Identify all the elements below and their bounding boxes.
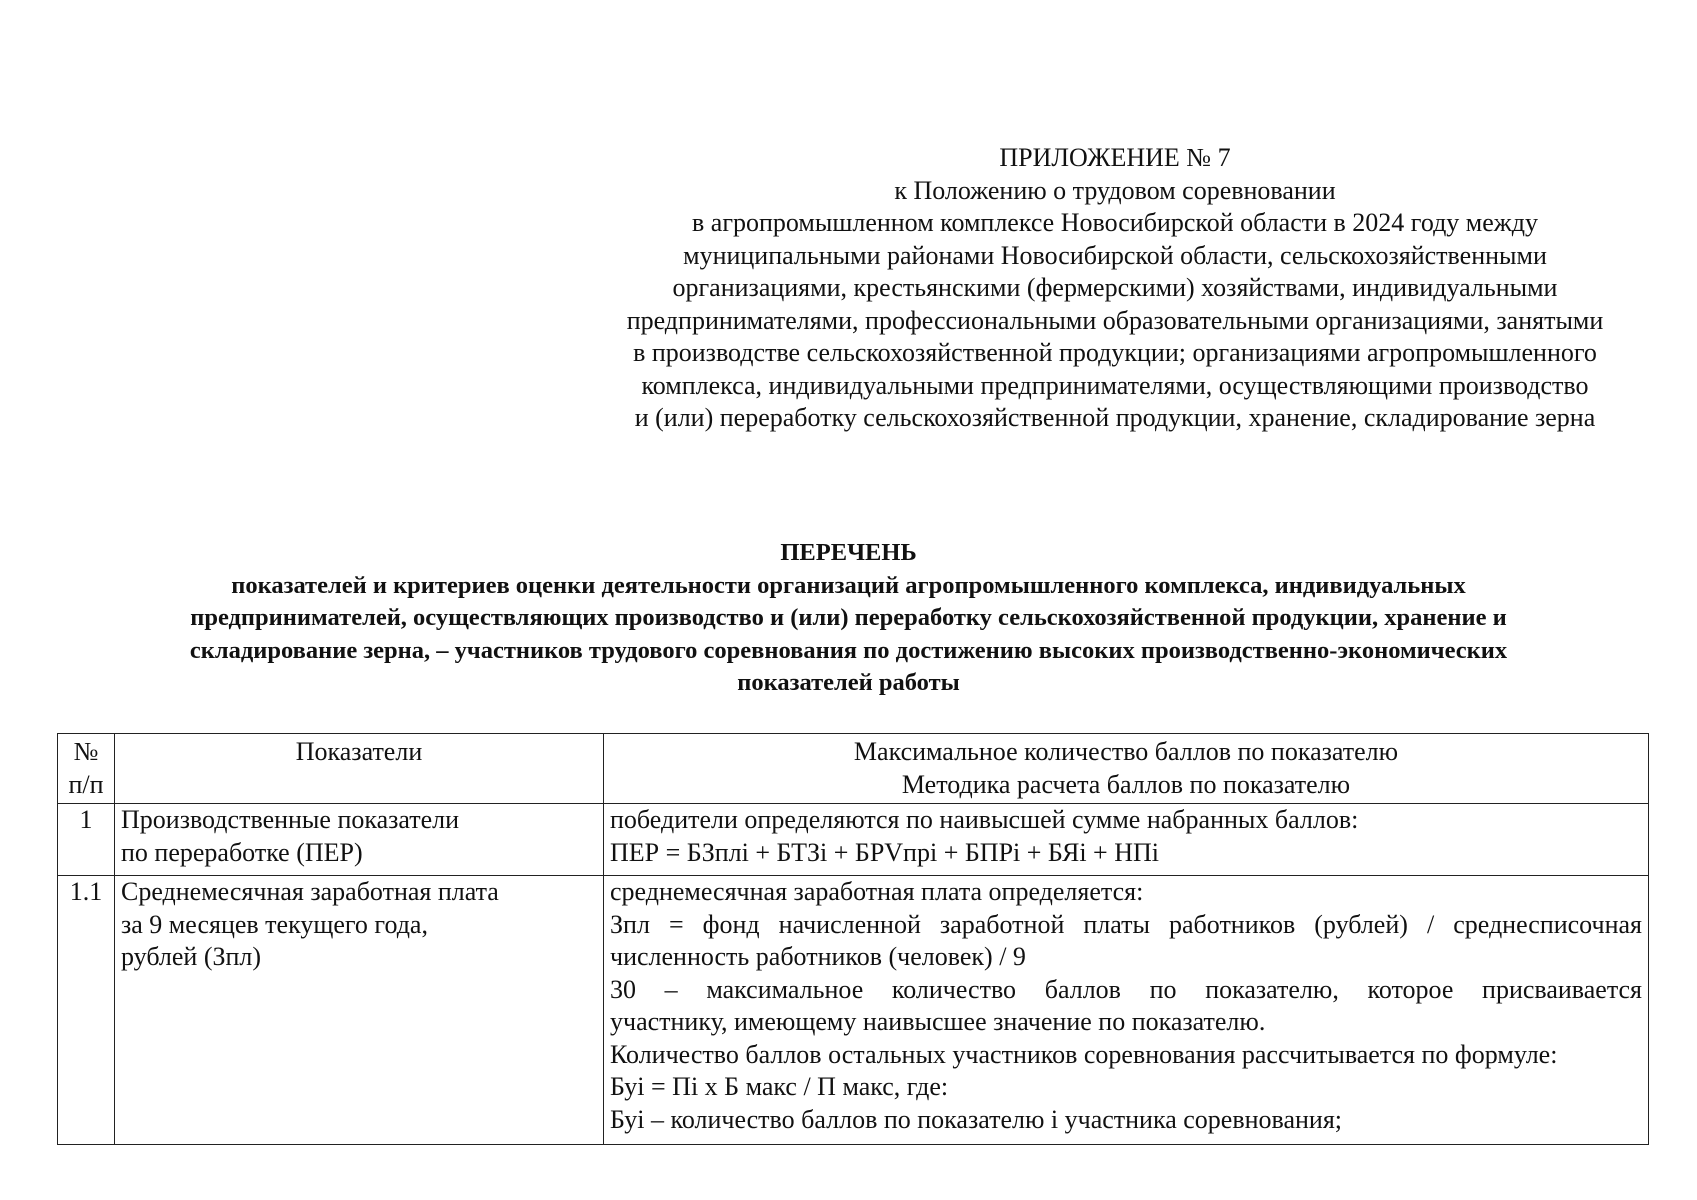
- criteria-table: [57, 733, 1649, 1145]
- appendix-block: [578, 142, 1652, 435]
- appendix-line: предпринимателями, профессиональными образовательными организациями, занятыми: [626, 305, 1604, 335]
- header-method: Максимальное количество баллов по показателю Методика расчета баллов по показателю: [604, 734, 1649, 804]
- row-method: победители определяются по наивысшей сумме набранных баллов: ПЕР = БЗплi + БТЗi + БРVпрi + БПРi + БЯi + НПi: [604, 804, 1649, 876]
- heading-line: показателей и критериев оценки деятельности организаций агропромышленного комплекса, индивидуальных: [231, 571, 1466, 599]
- header-indicators: Показатели: [115, 734, 604, 804]
- appendix-line: организациями, крестьянскими (фермерскими) хозяйствами, индивидуальными: [672, 273, 1558, 302]
- row-number: 1: [58, 804, 115, 876]
- row-indicator: Производственные показатели по переработке (ПЕР): [115, 804, 604, 876]
- list-heading: [60, 537, 1637, 700]
- table-header-row: [58, 734, 1649, 804]
- appendix-line: и (или) переработку сельскохозяйственной продукции, хранение, складирование зерна: [634, 403, 1596, 432]
- table-row: [58, 876, 1649, 1145]
- heading-line: складирование зерна, – участников трудового соревнования по достижению высоких производственно-экономических: [189, 636, 1508, 664]
- appendix-title: ПРИЛОЖЕНИЕ № 7: [999, 143, 1231, 172]
- heading-line: показателей работы: [737, 669, 960, 696]
- heading-line: предпринимателей, осуществляющих производство и (или) переработку сельскохозяйственной продукции, хранение и: [190, 604, 1507, 631]
- appendix-line: в производстве сельскохозяйственной продукции; организациями агропромышленного: [633, 338, 1597, 367]
- appendix-line: муниципальными районами Новосибирской области, сельскохозяйственными: [683, 240, 1547, 270]
- appendix-line: комплекса, индивидуальными предпринимателями, осуществляющими производство: [641, 370, 1589, 400]
- row-method: среднемесячная заработная плата определяется: Зпл = фонд начисленной заработной платы работников (рублей) / среднесписочная численность работников (человек) / 9 30 – максимальное количество баллов по показателю, которое присваивается участнику, имеющему наивысшее значение по показателю. Количество баллов остальных участников соревнования рассчитывается по формуле: Буi = Пi х Б макс / П макс, где: Буi – количество баллов по показателю i участника соревнования;: [604, 876, 1649, 1145]
- appendix-line: в агропромышленном комплексе Новосибирской области в 2024 году между: [692, 208, 1538, 237]
- appendix-line: к Положению о трудовом соревновании: [894, 175, 1336, 205]
- row-indicator: Среднемесячная заработная плата за 9 месяцев текущего года, рублей (Зпл): [115, 876, 604, 1145]
- table-row: [58, 804, 1649, 876]
- header-number: № п/п: [58, 734, 115, 804]
- row-number: 1.1: [58, 876, 115, 1145]
- heading-title: ПЕРЕЧЕНЬ: [780, 539, 917, 566]
